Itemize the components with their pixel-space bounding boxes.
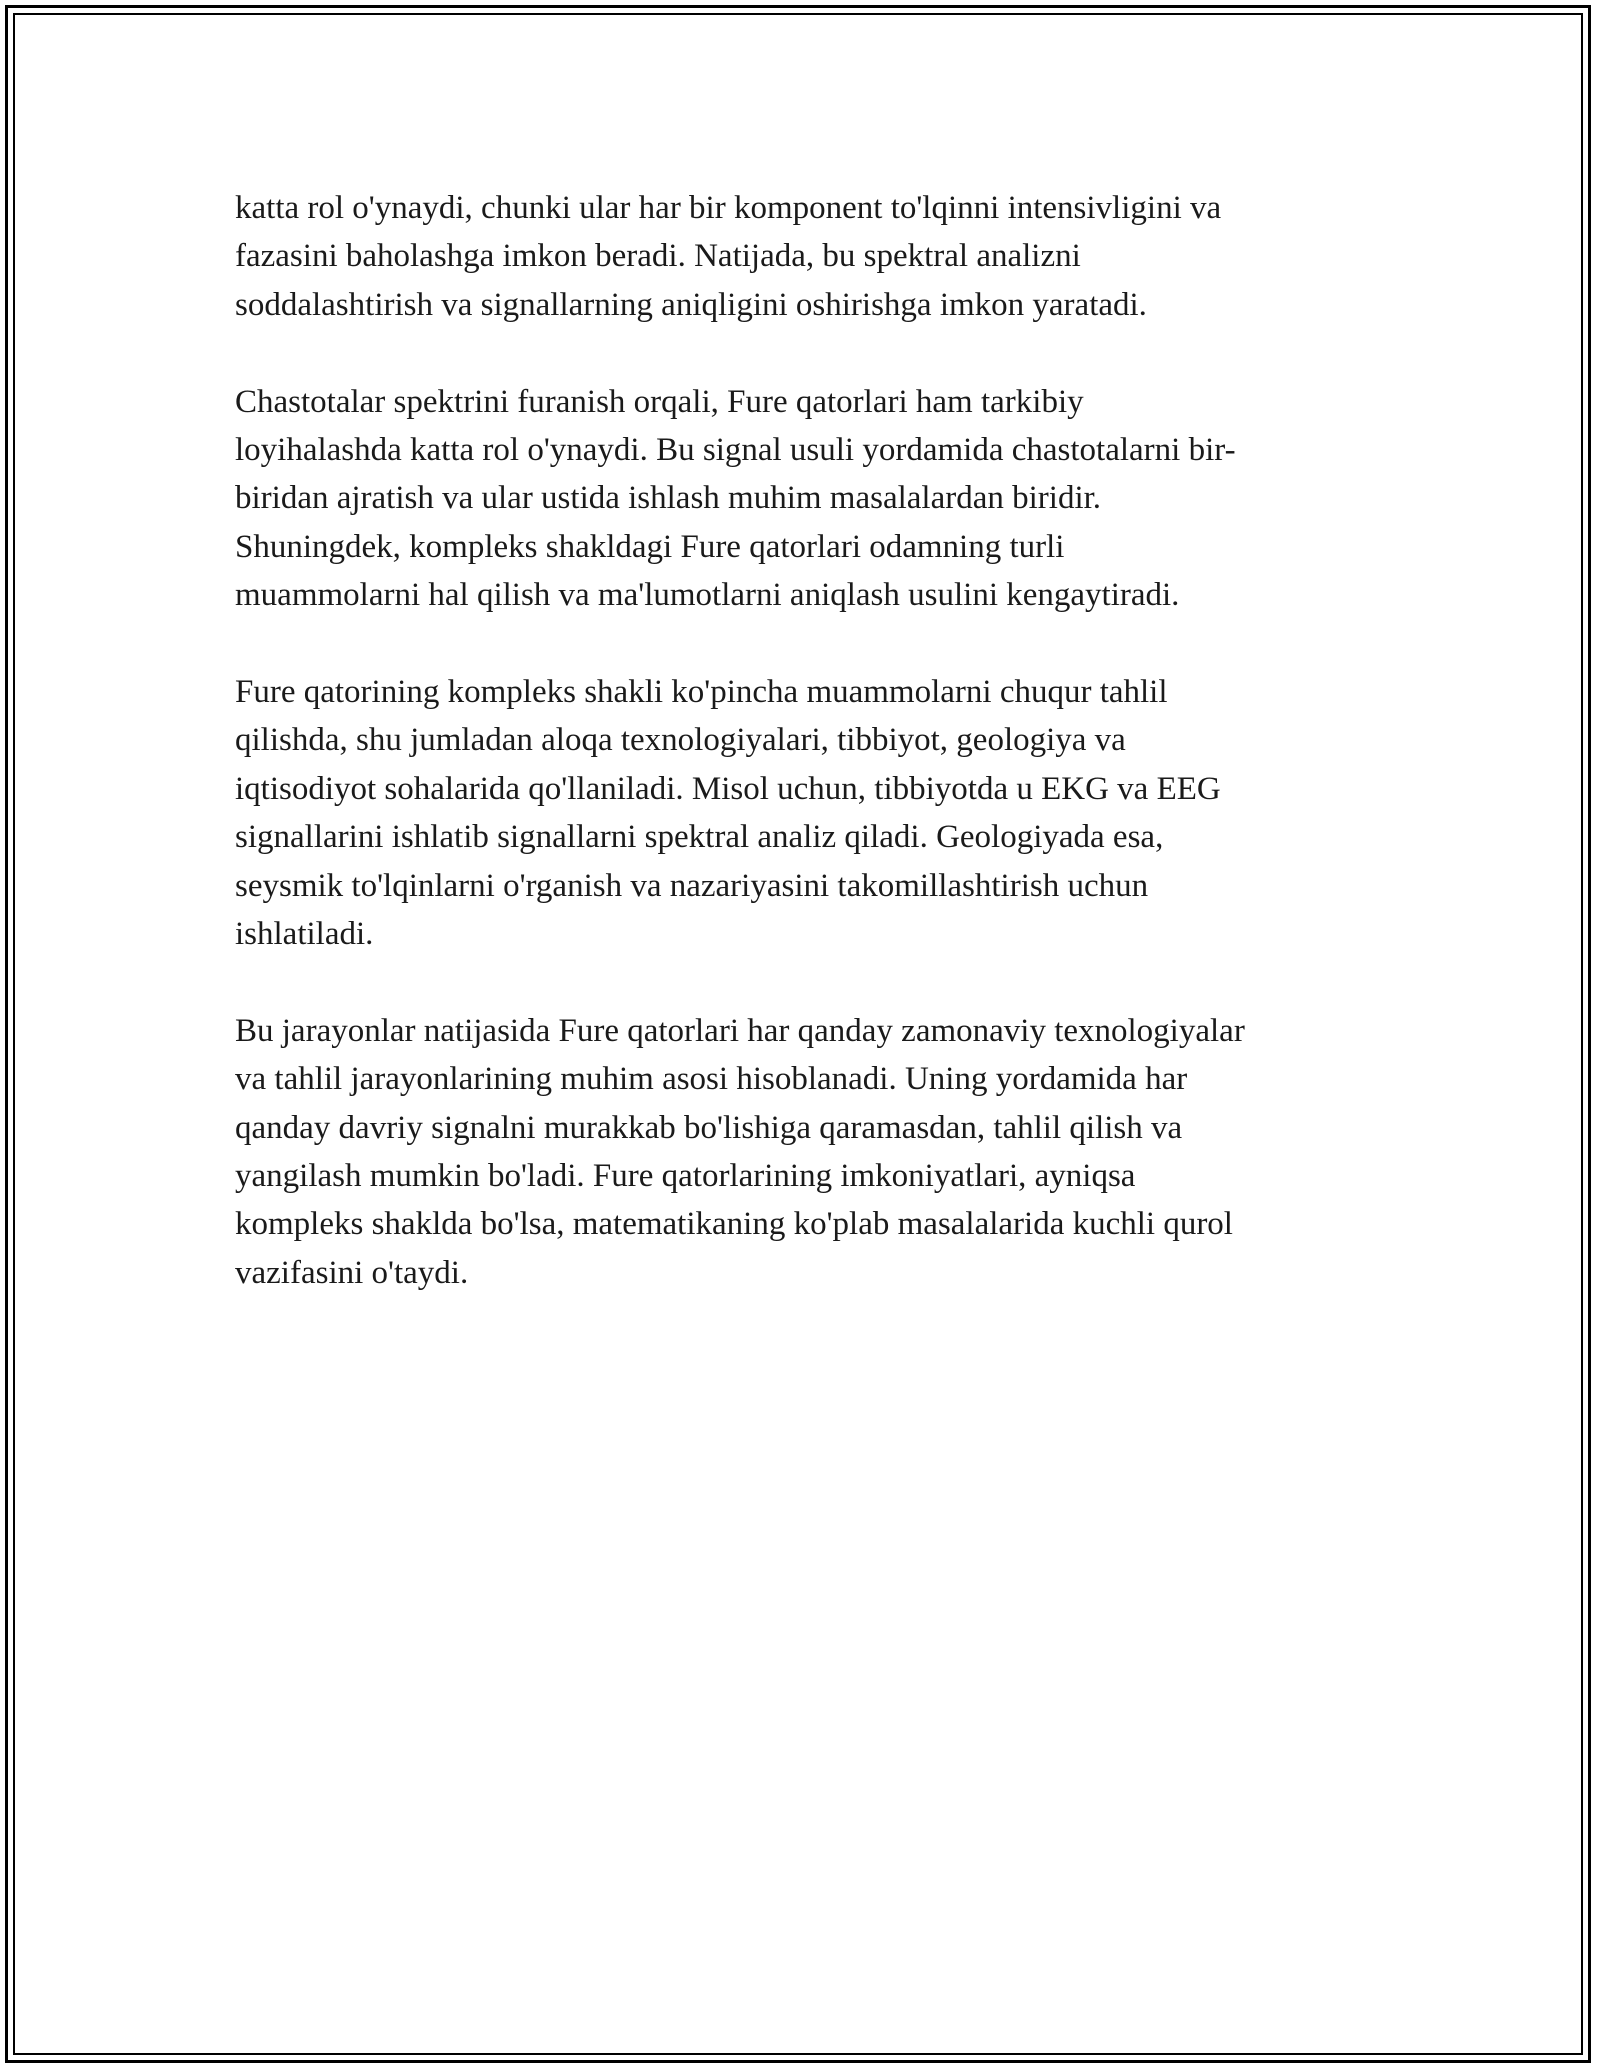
text-line: iqtisodiyot sohalarida qo'llaniladi. Misol uchun, tibbiyotda u EKG va EEG [235, 770, 1221, 807]
text-line: qanday davriy signalni murakkab bo'lishiga qaramasdan, tahlil qilish va [235, 1109, 1183, 1146]
text-line: Fure qatorining kompleks shakli ko'pincha muammolarni chuqur tahlil [235, 674, 1168, 711]
text-line: Chastotalar spektrini furanish orqali, Fure qatorlari ham tarkibiy [235, 383, 1084, 420]
text-line: katta rol o'ynaydi, chunki ular har bir komponent to'lqinni intensivligini va [235, 190, 1222, 226]
text-line: kompleks shaklda bo'lsa, matematikaning ko'plab masalalarida kuchli qurol [235, 1206, 1233, 1243]
text-line: yangilash mumkin bo'ladi. Fure qatorlarining imkoniyatlari, ayniqsa [235, 1158, 1136, 1195]
text-line: signallarini ishlatib signallarni spektral analiz qiladi. Geologiyada esa, [235, 819, 1164, 856]
paragraph-2 [235, 378, 1385, 620]
paragraph-1 [235, 184, 1385, 329]
text-line: qilishda, shu jumladan aloqa texnologiyalari, tibbiyot, geologiya va [235, 722, 1126, 759]
text-line: biridan ajratish va ular ustida ishlash muhim masalalardan biridir. [235, 480, 1102, 517]
text-line: va tahlil jarayonlarining muhim asosi hisoblanadi. Uning yordamida har [235, 1061, 1188, 1098]
text-line: soddalashtirish va signallarning aniqligini oshirishga imkon yaratadi. [235, 286, 1147, 323]
text-line: loyihalashda katta rol o'ynaydi. Bu signal usuli yordamida chastotalarni bir- [235, 432, 1236, 469]
text-line: Shuningdek, kompleks shakldagi Fure qatorlari odamning turli [235, 528, 1065, 565]
text-line: vazifasini o'taydi. [235, 1254, 469, 1291]
text-line: seysmik to'lqinlarni o'rganish va nazariyasini takomillashtirish uchun [235, 867, 1149, 904]
paragraph-3 [235, 668, 1385, 958]
text-line: Bu jarayonlar natijasida Fure qatorlari har qanday zamonaviy texnologiyalar [235, 1012, 1245, 1049]
text-line: ishlatiladi. [235, 916, 374, 953]
paragraph-4 [235, 1007, 1385, 1297]
text-line: muammolarni hal qilish va ma'lumotlarni aniqlash usulini kengaytiradi. [235, 577, 1180, 614]
document-body [235, 184, 1385, 1346]
text-line: fazasini baholashga imkon beradi. Natijada, bu spektral analizni [235, 238, 1081, 275]
